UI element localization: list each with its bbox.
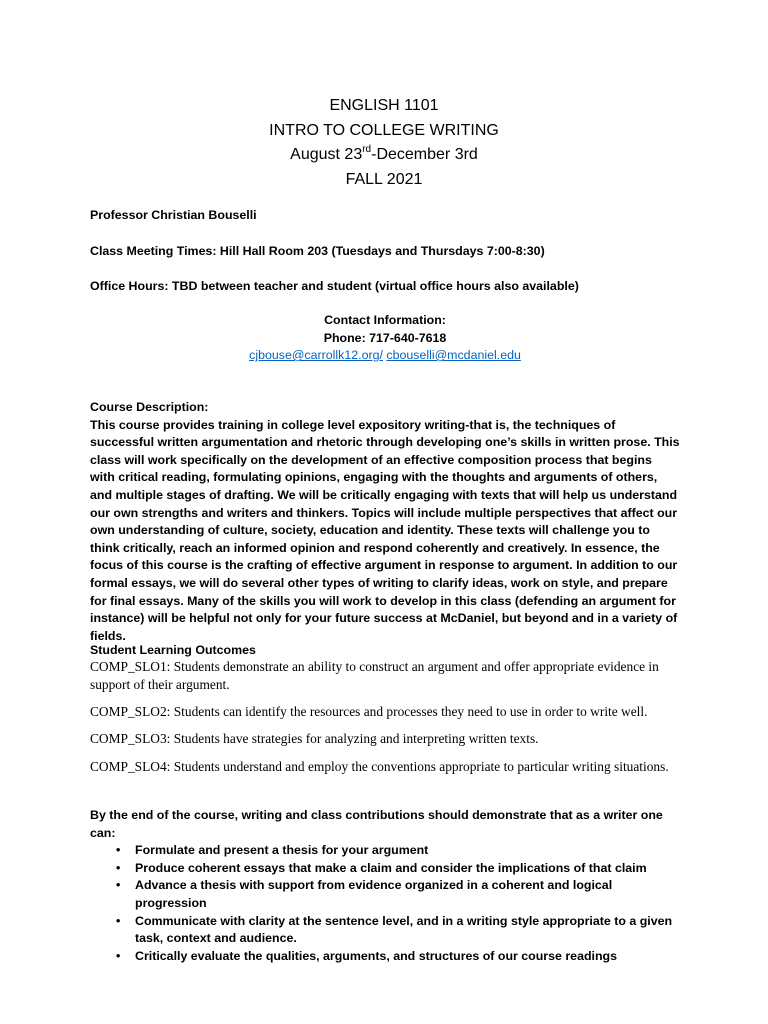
competency-text: Critically evaluate the qualities, arguments, and structures of our course readings (135, 948, 617, 963)
meeting-times: Class Meeting Times: Hill Hall Room 203 (Tuesdays and Thursdays 7:00-8:30) (90, 244, 545, 258)
dates-end: -December 3rd (371, 146, 478, 163)
course-title-block (0, 94, 768, 192)
course-name: INTRO TO COLLEGE WRITING (269, 121, 499, 139)
course-description (90, 399, 680, 645)
outcome-item: COMP_SLO4: Students understand and employ the conventions appropriate to particular writing situations. (90, 759, 669, 775)
competency-item (116, 913, 680, 948)
competency-text: Communicate with clarity at the sentence level, and in a writing style appropriate to a given task, context and audience. (135, 913, 673, 946)
dates-start: August 23 (290, 146, 363, 163)
outcome-item: COMP_SLO2: Students can identify the resources and processes they need to use in order to write well. (90, 703, 648, 719)
email-link-carroll[interactable]: cjbouse@carrollk12.org/ (249, 348, 383, 363)
competency-text: Formulate and present a thesis for your argument (135, 843, 429, 858)
bullet-icon: • (116, 843, 121, 858)
end-of-course-intro: By the end of the course, writing and class contributions should demonstrate that as a writer one can: (90, 808, 663, 840)
learning-outcomes-list (90, 658, 680, 776)
end-of-course-section (90, 807, 680, 965)
learning-outcomes-section (90, 658, 680, 776)
professor-name: Professor Christian Bouselli (90, 208, 257, 222)
contact-phone: Phone: 717-640-7618 (323, 330, 447, 345)
competency-item (116, 877, 680, 912)
competency-list (90, 842, 680, 965)
office-hours: Office Hours: TBD between teacher and student (virtual office hours also available) (90, 279, 579, 293)
competency-item (116, 860, 680, 878)
course-term: FALL 2021 (345, 170, 423, 188)
bullet-icon: • (116, 878, 121, 893)
contact-block (90, 312, 680, 365)
competency-text: Advance a thesis with support from evidence organized in a coherent and logical progression (135, 878, 613, 910)
outcome-item: COMP_SLO1: Students demonstrate an ability to construct an argument and offer appropriate evidence in support of their argument. (90, 659, 659, 692)
outcome-item: COMP_SLO3: Students have strategies for analyzing and interpreting written texts. (90, 731, 539, 747)
competency-text: Produce coherent essays that make a claim and consider the implications of that claim (135, 860, 647, 875)
course-description-heading: Course Description: (90, 400, 209, 414)
bullet-icon: • (116, 913, 121, 928)
email-link-mcdaniel[interactable]: cbouselli@mcdaniel.edu (386, 348, 521, 363)
dates-superscript: rd (362, 144, 372, 155)
course-description-text: This course provides training in college level expository writing-that is, the techniques of successful written argumentation and rhetoric through developing one’s skills in written prose. This class will work specifically on the development of an effective composition process that begins with critical reading, formulating opinions, engaging with the thoughts and arguments of others, and multiple stages of drafting. We will be critically engaging with texts that will help us understand our own strengths and writers and thinkers. Topics will include multiple perspectives that affect our own understanding of culture, society, education and identity. These texts will challenge you to think critically, reach an informed opinion and respond coherently and creatively. In essence, the focus of this course is the crafting of effective argument in response to argument. In addition to our formal essays, we will do several other types of writing to clarify ideas, work on style, and prepare for final essays. Many of the skills you will work to develop in this class (defending an argument for instance) will be helpful not only for your future success at McDaniel, but beyond and in a variety of fields. (90, 417, 680, 643)
course-dates (0, 143, 768, 168)
bullet-icon: • (116, 860, 121, 875)
contact-heading: Contact Information: (324, 313, 446, 327)
competency-item (116, 842, 680, 860)
bullet-icon: • (116, 948, 121, 963)
learning-outcomes-heading: Student Learning Outcomes (90, 643, 256, 657)
contact-emails (90, 347, 680, 365)
course-code: ENGLISH 1101 (329, 97, 439, 114)
competency-item (116, 948, 680, 966)
